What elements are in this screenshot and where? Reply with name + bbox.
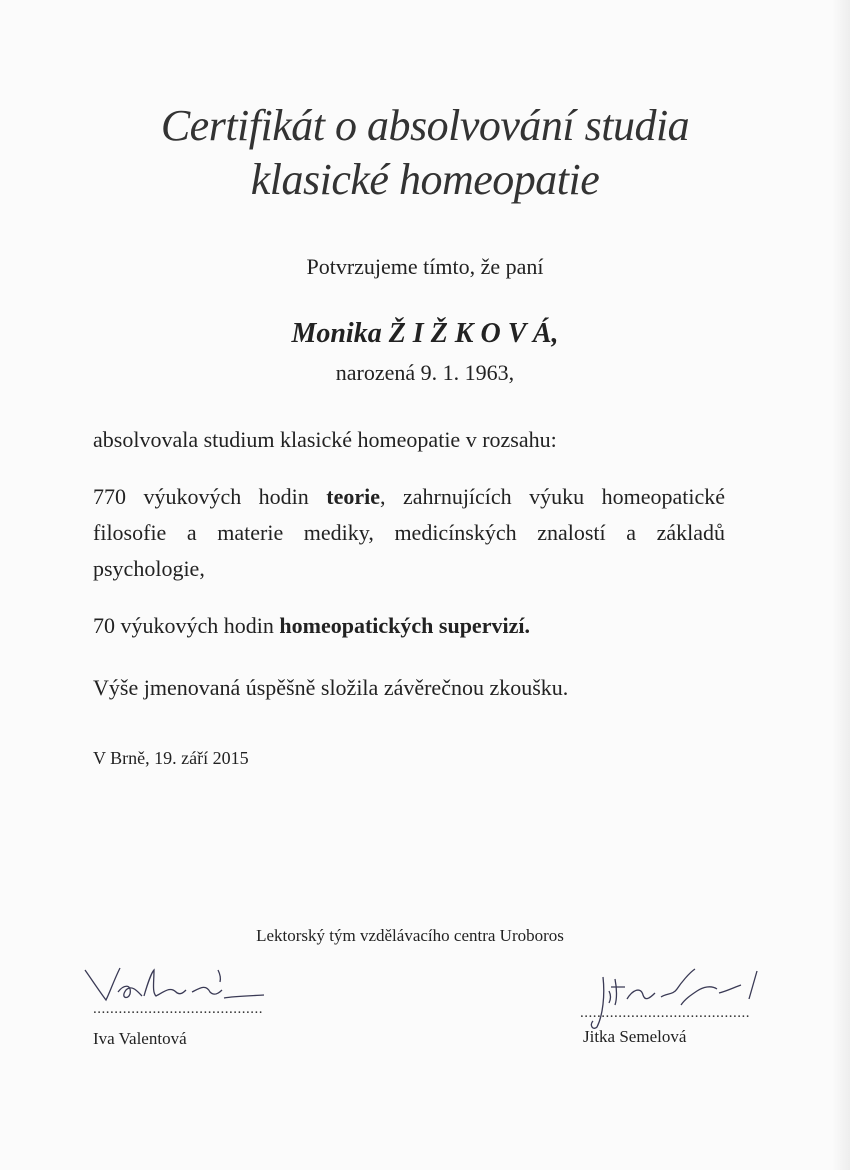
theory-paragraph <box>93 479 725 587</box>
theory-keyword: teorie <box>326 484 380 509</box>
confirmation-text: Potvrzujeme tímto, že paní <box>306 254 544 279</box>
recipient-name: Monika Ž I Ž K O V Á, <box>291 318 559 349</box>
supervision-paragraph <box>93 608 725 644</box>
lecturer-team-line: Lektorský tým vzdělávacího centra Uroboros <box>256 926 564 945</box>
theory-description: , zahrnujících výuku homeopatické filosofie a materie mediky, medicínských znalostí a základů psychologie, <box>93 484 725 581</box>
signer-name-left: Iva Valentová <box>93 1029 187 1048</box>
signature-line-left: ........................................ <box>93 1001 263 1017</box>
theory-hours: 770 výukových hodin <box>93 484 327 509</box>
supervision-keyword: homeopatických supervizí. <box>279 613 530 638</box>
birth-date-line: narozená 9. 1. 1963, <box>335 360 515 385</box>
certificate-title-line1: Certifikát o absolvování studia <box>160 101 690 150</box>
signer-name-right: Jitka Semelová <box>583 1027 687 1046</box>
signature-line-right: ........................................ <box>580 1005 750 1021</box>
supervision-hours: 70 výukových hodin <box>93 613 280 638</box>
place-and-date: V Brně, 19. září 2015 <box>93 748 249 768</box>
certificate-title-line2: klasické homeopatie <box>250 155 600 204</box>
exam-statement: Výše jmenovaná úspěšně složila závěrečnou zkoušku. <box>93 675 569 700</box>
study-intro-text: absolvovala studium klasické homeopatie v rozsahu: <box>93 427 557 452</box>
